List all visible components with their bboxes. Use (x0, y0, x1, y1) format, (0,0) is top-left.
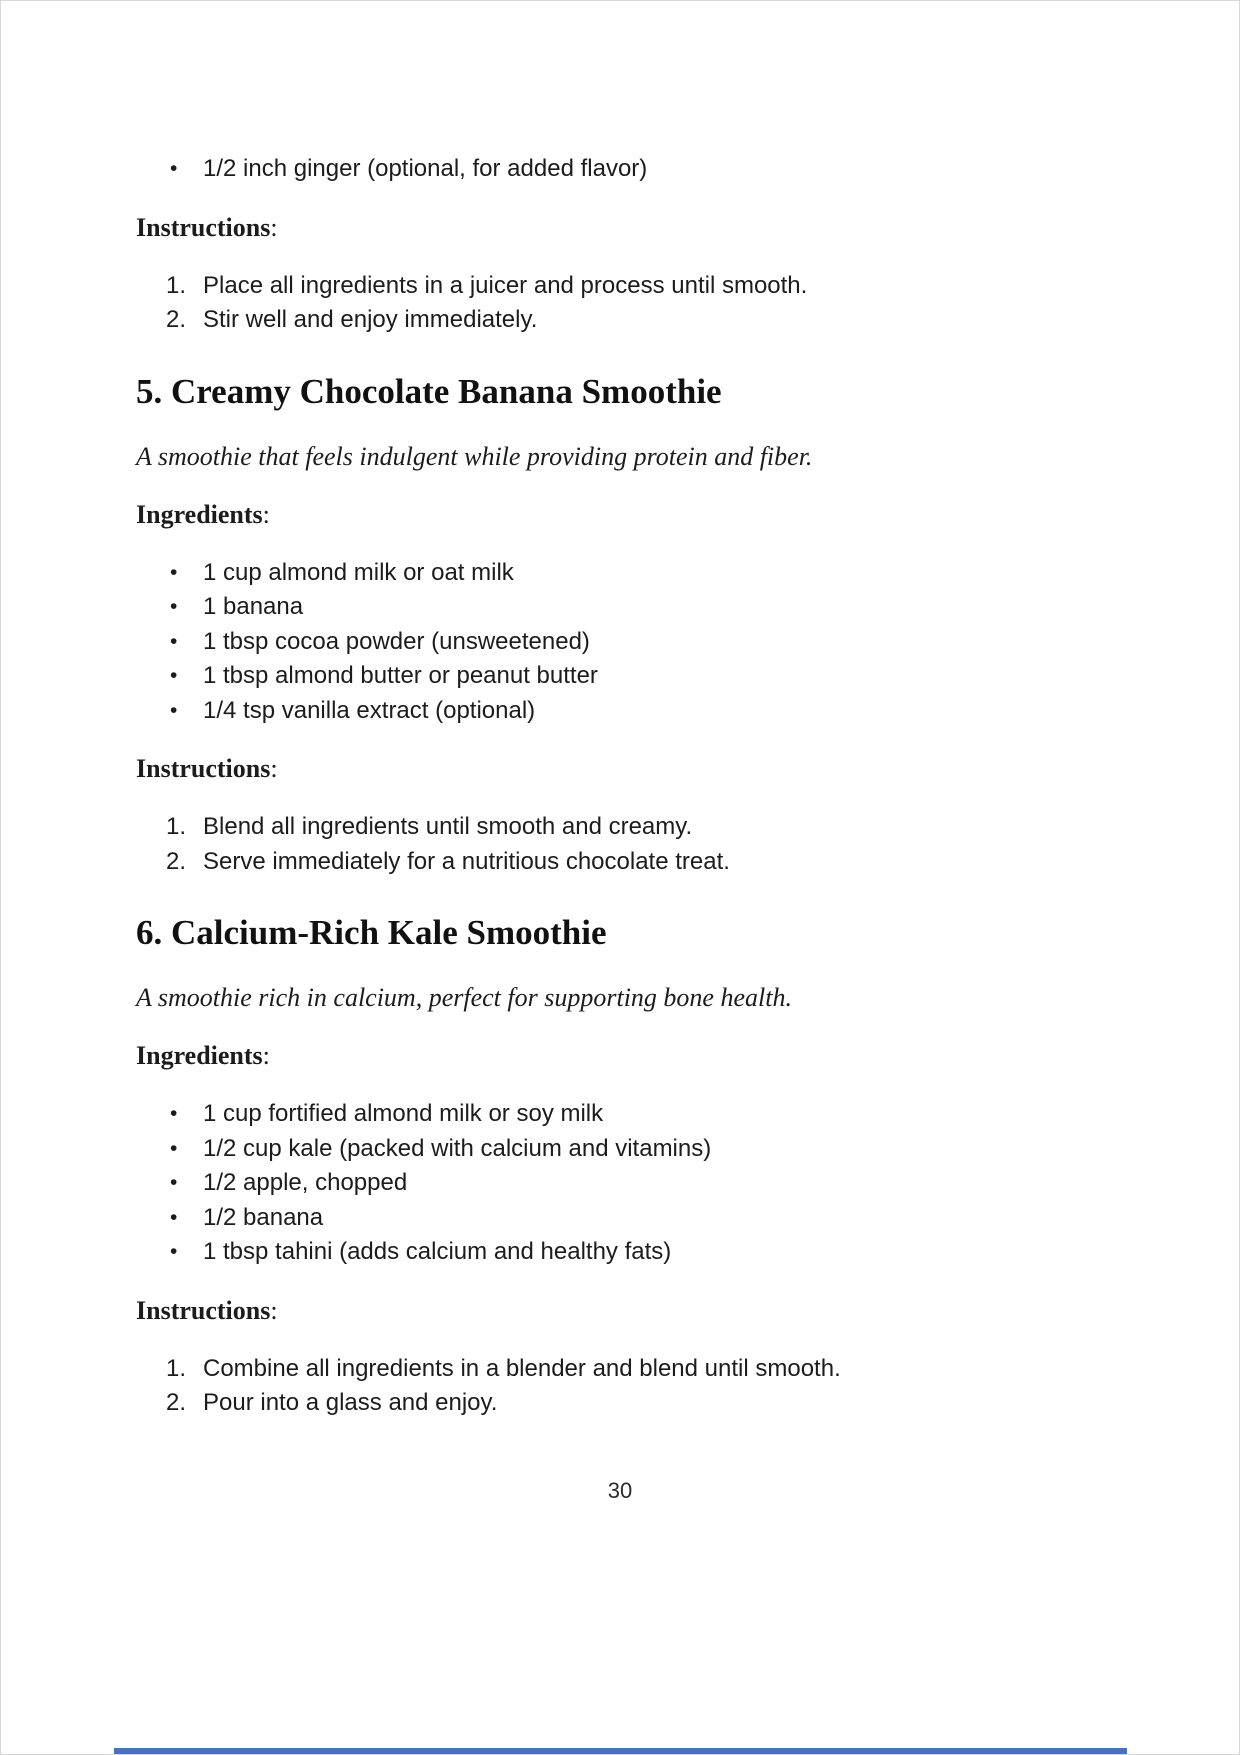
list-item: • 1/2 apple, chopped (203, 1166, 1107, 1201)
recipe-5-steps (136, 810, 1107, 879)
recipe-5-description: A smoothie that feels indulgent while providing protein and fiber. (136, 441, 813, 471)
ingredients-label-text: Ingredients (136, 1041, 263, 1070)
label-colon: : (270, 1295, 278, 1325)
list-item: • 1 tbsp cocoa powder (unsweetened) (203, 625, 1107, 660)
step-item: Serve immediately for a nutritious chocolate treat. (203, 847, 730, 875)
page-content (1, 1, 1239, 1421)
label-colon: : (262, 499, 270, 529)
recipe-6-title: 6. Calcium-Rich Kale Smoothie (136, 913, 607, 952)
list-item: • 1/2 inch ginger (optional, for added flavor) (203, 152, 1107, 187)
list-item: • 1/2 banana (203, 1201, 1107, 1236)
list-item: • 1/4 tsp vanilla extract (optional) (203, 694, 1107, 729)
list-item: • 1 cup fortified almond milk or soy milk (203, 1097, 1107, 1132)
list-item: • 1 cup almond milk or oat milk (203, 556, 1107, 591)
instructions-label (136, 752, 1107, 786)
ingredients-label (136, 1039, 1107, 1073)
label-colon: : (270, 754, 278, 783)
step-item: Blend all ingredients until smooth and creamy. (203, 813, 693, 840)
list-item: • 1 tbsp almond butter or peanut butter (203, 659, 1107, 694)
step-item: Combine all ingredients in a blender and blend until smooth. (203, 1354, 841, 1382)
step-item: Pour into a glass and enjoy. (203, 1389, 498, 1416)
recipe-6-steps (136, 1352, 1107, 1421)
label-colon: : (270, 212, 278, 242)
recipe-6-ingredient-list (136, 1097, 1107, 1270)
step-item: Stir well and enjoy immediately. (203, 306, 538, 333)
list-item: • 1 banana (203, 590, 1107, 625)
instructions-label (136, 1294, 1107, 1328)
previous-recipe-ingredient-list (136, 152, 1107, 187)
label-colon: : (262, 1041, 270, 1070)
instructions-label-text: Instructions (136, 754, 271, 783)
recipe-5-ingredient-list (136, 556, 1107, 729)
list-item: • 1 tbsp tahini (adds calcium and healthy fats) (203, 1235, 1107, 1270)
instructions-label (136, 211, 1107, 245)
ingredients-label-text: Ingredients (136, 499, 263, 529)
ingredients-label (136, 498, 1107, 532)
page-number: 30 (607, 1478, 633, 1503)
recipe-5-title: 5. Creamy Chocolate Banana Smoothie (136, 371, 722, 411)
step-item: Place all ingredients in a juicer and process until smooth. (203, 271, 808, 299)
previous-recipe-steps (136, 269, 1107, 338)
footer-accent-bar (114, 1748, 1127, 1754)
list-item: • 1/2 cup kale (packed with calcium and vitamins) (203, 1132, 1107, 1167)
instructions-label-text: Instructions (136, 212, 271, 242)
instructions-label-text: Instructions (136, 1295, 271, 1325)
recipe-6-description: A smoothie rich in calcium, perfect for supporting bone health. (136, 983, 792, 1012)
